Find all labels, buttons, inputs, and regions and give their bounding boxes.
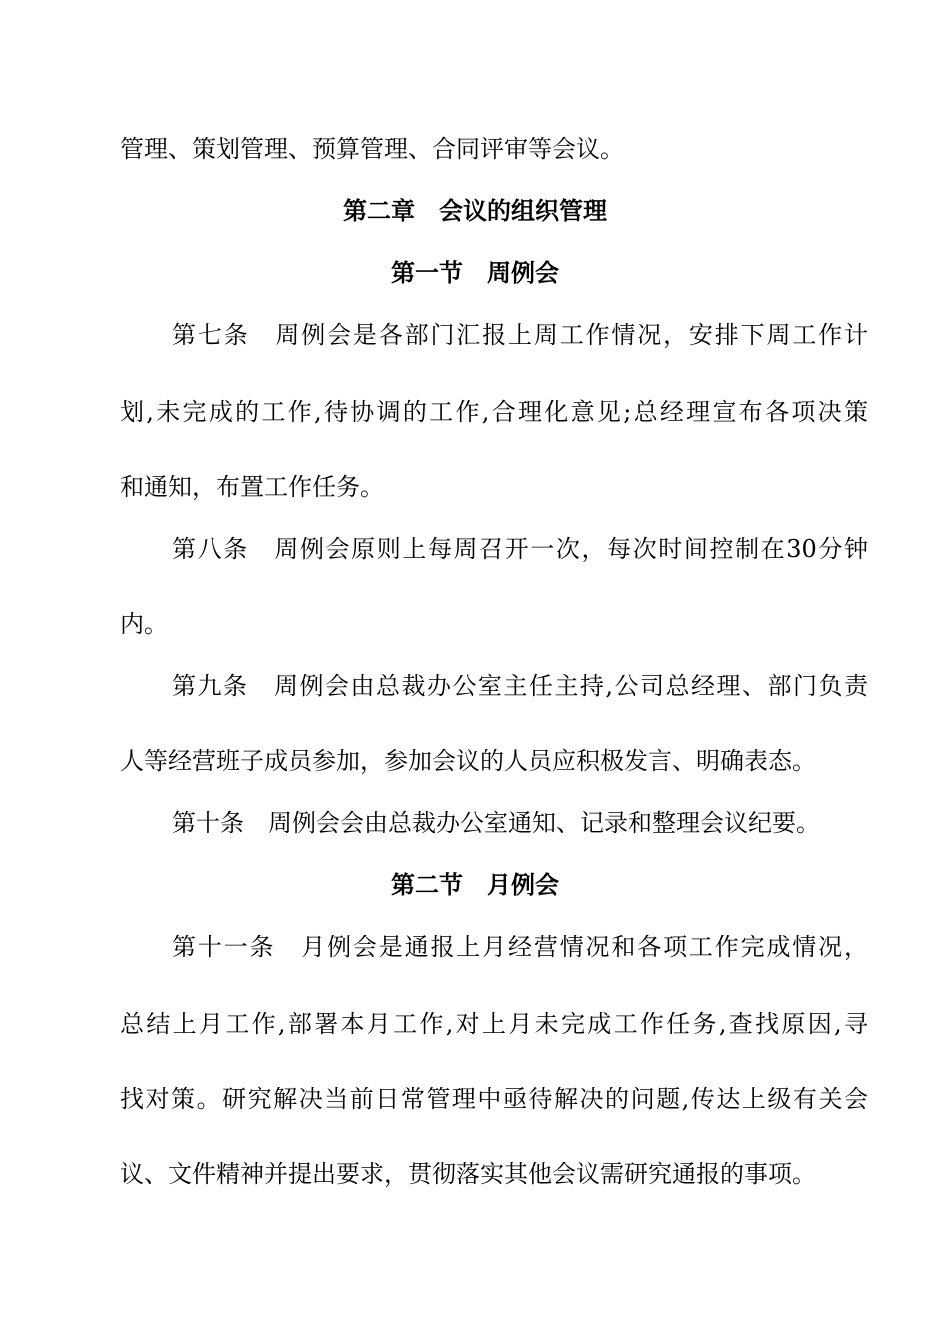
- article-11-line-4: 议、文件精神并提出要求，贯彻落实其他会议需研究通报的事项。: [120, 1160, 816, 1188]
- article-10-line-1: 第十条 周例会会由总裁办公室通知、记录和整理会议纪要。: [172, 809, 820, 837]
- article-9-line-1: 第九条 周例会由总裁办公室主任主持,公司总经理、部门负责: [172, 672, 868, 700]
- article-8-line-2: 内。: [120, 610, 168, 638]
- article-7-line-3: 和通知，布置工作任务。: [120, 473, 384, 501]
- article-11-line-2: 总结上月工作,部署本月工作,对上月未完成工作任务,查找原因,寻: [120, 1010, 868, 1038]
- article-7-line-1: 第七条 周例会是各部门汇报上周工作情况，安排下周工作计: [172, 321, 868, 349]
- article-11-line-3: 找对策。研究解决当前日常管理中亟待解决的问题,传达上级有关会: [120, 1085, 868, 1113]
- continuation-line: 管理、策划管理、预算管理、合同评审等会议。: [120, 135, 624, 163]
- section-title-monthly-meeting: 第二节 月例会: [391, 870, 559, 899]
- section-title-weekly-meeting: 第一节 周例会: [391, 258, 559, 287]
- article-9-line-2: 人等经营班子成员参加，参加会议的人员应积极发言、明确表态。: [120, 747, 816, 775]
- chapter-title: 第二章 会议的组织管理: [343, 196, 607, 225]
- article-11-line-1: 第十一条 月例会是通报上月经营情况和各项工作完成情况，: [172, 933, 868, 961]
- article-7-line-2: 划,未完成的工作,待协调的工作,合理化意见;总经理宣布各项决策: [120, 398, 868, 426]
- article-8-line-1: 第八条 周例会原则上每周召开一次，每次时间控制在30分钟: [172, 535, 868, 563]
